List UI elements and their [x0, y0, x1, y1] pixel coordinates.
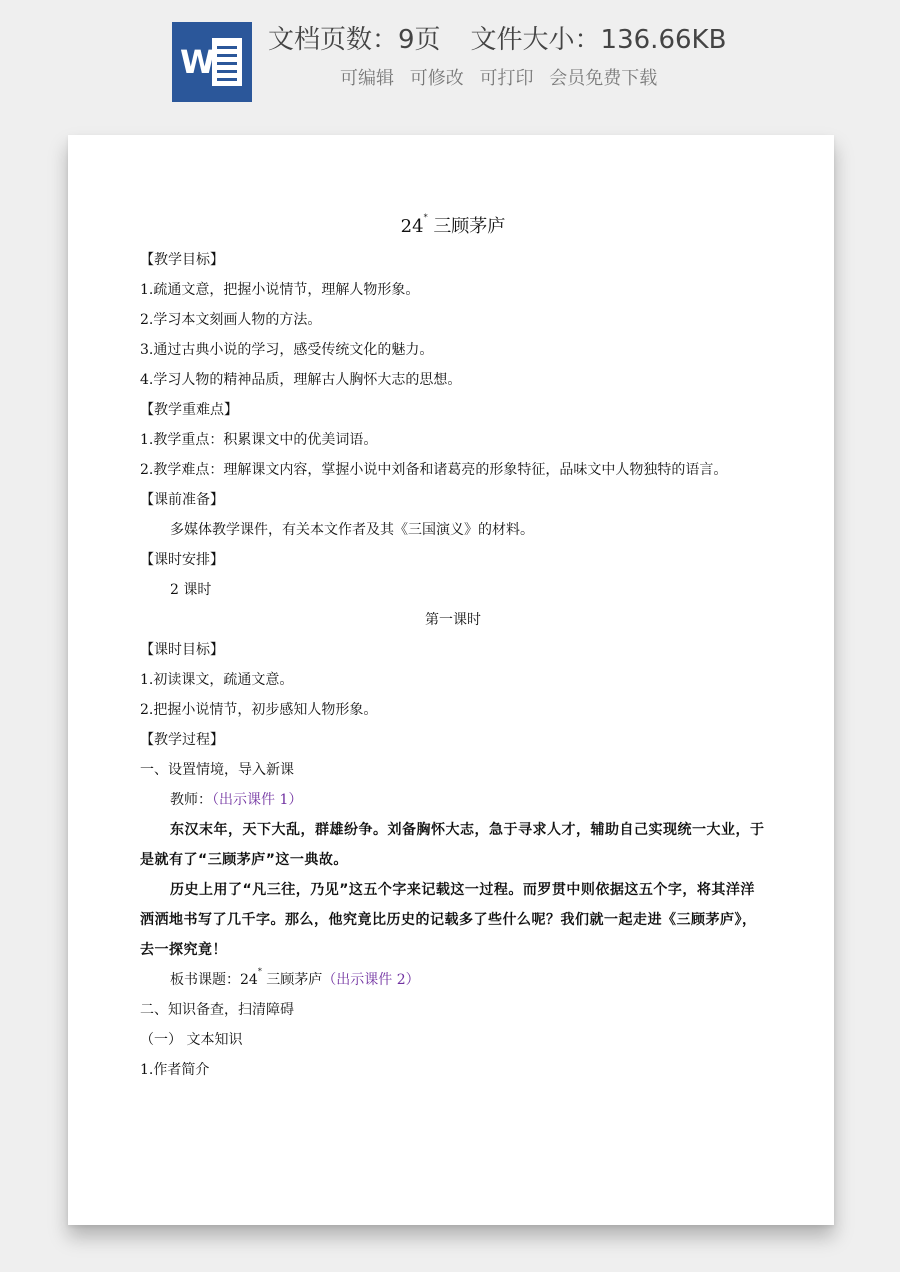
- section-heading-process: 【教学过程】: [140, 732, 224, 748]
- section-heading-preparation: 【课前准备】: [140, 492, 224, 508]
- step-heading: 二、知识备查，扫清障碍: [140, 1002, 294, 1018]
- document-title: 24* 三顾茅庐: [400, 213, 506, 237]
- feature-printable: 可打印: [479, 68, 534, 89]
- goal-item: 1.疏通文意，把握小说情节，理解人物形象。: [140, 282, 420, 298]
- word-document-icon: W: [172, 22, 252, 102]
- section-heading-key-points: 【教学重难点】: [140, 402, 238, 418]
- section-heading-schedule: 【课时安排】: [140, 552, 224, 568]
- document-page: [68, 135, 834, 1225]
- board-title-line: 板书课题：24* 三顾茅庐（出示课件 2）: [170, 967, 420, 988]
- file-meta-primary: [268, 20, 726, 60]
- feature-member-download: 会员免费下载: [549, 68, 658, 89]
- file-size: 文件大小：136.66KB: [470, 25, 727, 55]
- goal-item: 2.学习本文刻画人物的方法。: [140, 312, 322, 328]
- courseware-note: （出示课件 1）: [212, 792, 303, 808]
- schedule-text: 2 课时: [170, 582, 212, 598]
- page-count: 文档页数：9页: [268, 25, 441, 55]
- goal-item: 4.学习人物的精神品质，理解古人胸怀大志的思想。: [140, 372, 462, 388]
- key-point-item: 2.教学难点：理解课文内容，掌握小说中刘备和诸葛亮的形象特征，品味文中人物独特的语言。: [140, 462, 728, 478]
- section-heading-lesson-goals: 【课时目标】: [140, 642, 224, 658]
- subsection-heading: （一） 文本知识: [140, 1032, 243, 1048]
- preparation-text: 多媒体教学课件，有关本文作者及其《三国演义》的材料。: [170, 522, 534, 538]
- feature-editable: 可编辑: [340, 68, 394, 89]
- feature-modifiable: 可修改: [409, 68, 464, 89]
- goal-item: 3.通过古典小说的学习，感受传统文化的魅力。: [140, 342, 434, 358]
- document-body: [140, 211, 766, 1085]
- section-heading-goals: 【教学目标】: [140, 252, 224, 268]
- teacher-line: 教师：（出示课件 1）: [170, 792, 303, 808]
- lesson-goal-item: 1.初读课文，疏通文意。: [140, 672, 294, 688]
- step-heading: 一、设置情境，导入新课: [140, 762, 294, 778]
- courseware-note: （出示课件 2）: [322, 972, 420, 988]
- lesson-title: 第一课时: [425, 612, 481, 628]
- key-point-item: 1.教学重点：积累课文中的优美词语。: [140, 432, 378, 448]
- feature-list: [340, 64, 667, 94]
- subsection-item: 1.作者简介: [140, 1062, 210, 1078]
- file-info-banner: [0, 0, 900, 118]
- intro-paragraph: 东汉末年，天下大乱，群雄纷争。刘备胸怀大志，急于寻求人才，辅助自己实现统一大业，于是就有了“三顾茅庐”这一典故。: [140, 822, 765, 868]
- lesson-goal-item: 2.把握小说情节，初步感知人物形象。: [140, 702, 378, 718]
- intro-paragraph: 历史上用了“凡三往，乃见”这五个字来记载这一过程。而罗贯中则依据这五个字，将其洋洋洒洒地书写了几千字。那么，他究竟比历史的记载多了些什么呢？我们就一起走进《三顾茅庐》，去一探究竟！: [140, 882, 757, 958]
